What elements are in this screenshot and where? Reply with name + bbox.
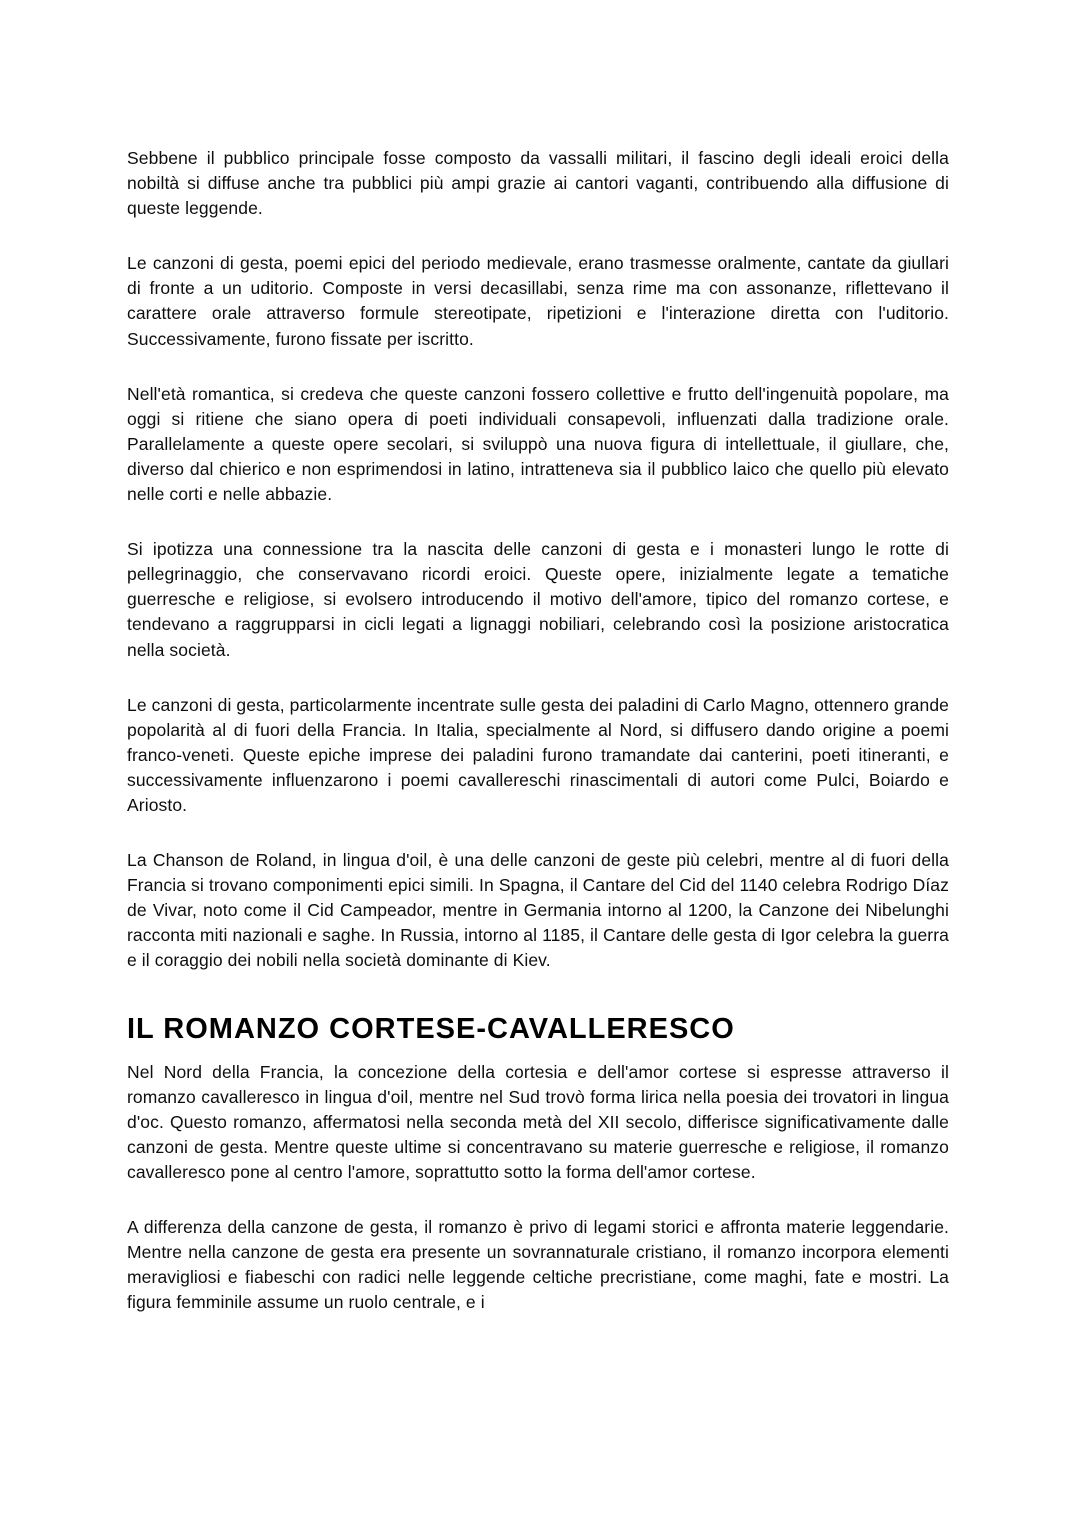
document-content	[127, 146, 949, 1315]
paragraph-section-1: Nel Nord della Francia, la concezione della cortesia e dell'amor cortese si espresse attraverso il romanzo cavalleresco in lingua d'oil, mentre nel Sud trovò forma lirica nella poesia dei trovatori in lingua d'oc. Questo romanzo, affermatosi nella seconda metà del XII secolo, differisce significativamente dalle canzoni de gesta. Mentre queste ultime si concentravano su materie guerresche e religiose, il romanzo cavalleresco pone al centro l'amore, soprattutto sotto la forma dell'amor cortese.	[127, 1061, 949, 1182]
paragraph-section-2: A differenza della canzone de gesta, il romanzo è privo di legami storici e affronta materie leggendarie. Mentre nella canzone de gesta era presente un sovrannaturale cristiano, il romanzo incorpora elementi meravigliosi e fiabeschi con radici nelle leggende celtiche precristiane, come maghi, fate e mostri. La figura femminile assume un ruolo centrale, e i	[127, 1217, 949, 1313]
paragraph-intro-2: Le canzoni di gesta, poemi epici del periodo medievale, erano trasmesse oralmente, cantate da giullari di fronte a un uditorio. Composte in versi decasillabi, senza rime ma con assonanze, riflettevano il carattere orale attraverso formule stereotipate, ripetizioni e l'interazione diretta con l'uditorio. Successivamente, furono fissate per iscritto.	[127, 253, 949, 349]
section-heading: IL ROMANZO CORTESE-CAVALLERESCO	[127, 1012, 735, 1045]
paragraph-intro-5: Le canzoni di gesta, particolarmente incentrate sulle gesta dei paladini di Carlo Magno, ottennero grande popolarità al di fuori della Francia. In Italia, specialmente al Nord, si diffusero dando origine a poemi franco-veneti. Queste epiche imprese dei paladini furono tramandate dai canterini, poeti itineranti, e successivamente influenzarono i poemi cavallereschi rinascimentali di autori come Pulci, Boiardo e Ariosto.	[127, 694, 949, 815]
paragraph-intro-4: Si ipotizza una connessione tra la nascita delle canzoni di gesta e i monasteri lungo le rotte di pellegrinaggio, che conservavano ricordi eroici. Queste opere, inizialmente legate a tematiche guerresche e religiose, si evolsero introducendo il motivo dell'amore, tipico del romanzo cortese, e tendevano a raggrupparsi in cicli legati a lignaggi nobiliari, celebrando così la posizione aristocratica nella società.	[127, 539, 949, 660]
paragraph-intro-6: La Chanson de Roland, in lingua d'oil, è una delle canzoni de geste più celebri, mentre al di fuori della Francia si trovano componimenti epici simili. In Spagna, il Cantare del Cid del 1140 celebra Rodrigo Díaz de Vivar, noto come il Cid Campeador, mentre in Germania intorno al 1200, la Canzone dei Nibelunghi racconta miti nazionali e saghe. In Russia, intorno al 1185, il Cantare delle gesta di Igor celebra la guerra e il coraggio dei nobili nella società dominante di Kiev.	[127, 850, 949, 971]
paragraph-intro-1: Sebbene il pubblico principale fosse composto da vassalli militari, il fascino degli ideali eroici della nobiltà si diffuse anche tra pubblici più ampi grazie ai cantori vaganti, contribuendo alla diffusione di queste leggende.	[127, 148, 949, 219]
paragraph-intro-3: Nell'età romantica, si credeva che queste canzoni fossero collettive e frutto dell'ingenuità popolare, ma oggi si ritiene che siano opera di poeti individuali consapevoli, influenzati dalla tradizione orale. Parallelamente a queste opere secolari, si sviluppò una nuova figura di intellettuale, il giullare, che, diverso dal chierico e non esprimendosi in latino, intratteneva sia il pubblico laico che quello più elevato nelle corti e nelle abbazie.	[127, 383, 949, 505]
